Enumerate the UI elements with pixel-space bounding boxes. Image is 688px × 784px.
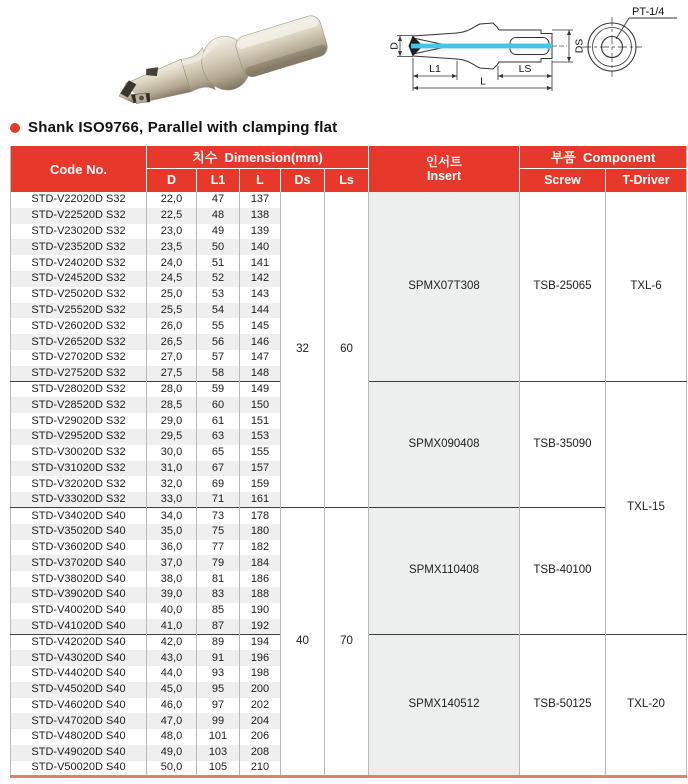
cell-code: STD-V22020D S32: [31, 193, 126, 206]
cell-code: STD-V29020D S32: [31, 414, 126, 427]
cell-code: STD-V28020D S32: [11, 382, 147, 398]
cell-l: 145: [240, 318, 281, 334]
cell-l1: 52: [197, 271, 240, 287]
cell-l1: 101: [197, 729, 240, 745]
cell-screw-merged: TSB-40100: [520, 508, 606, 634]
cell-l: 141: [240, 255, 281, 271]
cell-code: STD-V24020D S32: [31, 256, 126, 269]
cell-code: STD-V39020D S40: [11, 587, 147, 603]
col-header-insert: [369, 146, 520, 192]
cell-code: STD-V41020D S40: [11, 619, 147, 635]
cell-code: STD-V40020D S40: [31, 604, 126, 617]
cell-l: 198: [240, 666, 281, 682]
cell-code: STD-V31020D S32: [11, 461, 147, 477]
cell-l: 143: [240, 287, 281, 303]
cell-d: 38,0: [147, 571, 197, 587]
cell-d: 29,0: [147, 413, 197, 429]
cell-l: 159: [240, 476, 281, 492]
col-header-l: L: [240, 168, 281, 192]
cell-code: STD-V50020D S40: [31, 761, 126, 774]
cell-l: 138: [240, 208, 281, 224]
cell-code: STD-V48020D S40: [31, 730, 126, 743]
cell-l: 206: [240, 729, 281, 745]
cell-l1: 75: [197, 524, 240, 540]
cell-l: 137: [240, 192, 281, 208]
cell-d: 23,5: [147, 239, 197, 255]
cell-d: 32,0: [147, 476, 197, 492]
cell-code: STD-V36020D S40: [31, 540, 126, 553]
cell-l: 194: [240, 634, 281, 650]
cell-ls-merged: 60: [325, 192, 369, 508]
cell-d: 31,0: [147, 461, 197, 477]
cell-code: STD-V22520D S32: [11, 208, 147, 224]
cell-insert-merged: SPMX140512: [369, 634, 520, 776]
cell-code: STD-V43020D S40: [11, 650, 147, 666]
cell-l1: 61: [197, 413, 240, 429]
cell-d: 27,5: [147, 366, 197, 382]
cell-l: 200: [240, 682, 281, 698]
col-header-insert-ko: 인서트: [425, 154, 463, 169]
cell-l: 196: [240, 650, 281, 666]
section-headline: [10, 119, 337, 136]
cell-d: 43,0: [147, 650, 197, 666]
col-header-d: D: [147, 168, 197, 192]
cell-code: STD-V24520D S32: [11, 271, 147, 287]
cell-code: STD-V33020D S32: [11, 492, 147, 508]
cell-l1: 58: [197, 366, 240, 382]
cell-l: 153: [240, 429, 281, 445]
cell-l1: 71: [197, 492, 240, 508]
cell-l1: 97: [197, 698, 240, 714]
cell-code: STD-V35020D S40: [11, 524, 147, 540]
cell-l1: 51: [197, 255, 240, 271]
cell-l: 178: [240, 508, 281, 524]
cell-d: 25,0: [147, 287, 197, 303]
cell-l: 155: [240, 445, 281, 461]
cell-l1: 85: [197, 603, 240, 619]
cell-code: STD-V29520D S32: [11, 429, 147, 445]
cell-l: 150: [240, 397, 281, 413]
cell-ds-merged: 40: [281, 508, 325, 777]
cell-l1: 79: [197, 555, 240, 571]
cell-l1: 73: [197, 508, 240, 524]
cell-l1: 53: [197, 287, 240, 303]
cell-d: 23,0: [147, 224, 197, 240]
cell-code: STD-V34020D S40: [11, 508, 147, 524]
cell-d: 45,0: [147, 682, 197, 698]
cell-d: 50,0: [147, 761, 197, 777]
cell-l: 146: [240, 334, 281, 350]
dim-label-d: D: [388, 42, 401, 50]
page-title: Shank ISO9766, Parallel with clamping flat: [28, 119, 338, 136]
cell-l: 182: [240, 540, 281, 556]
cell-l: 210: [240, 761, 281, 777]
dim-label-l: L: [480, 75, 486, 88]
col-header-screw: Screw: [520, 168, 606, 192]
product-photo: [103, 0, 343, 118]
cell-d: 44,0: [147, 666, 197, 682]
cell-code: STD-V28520D S32: [11, 397, 147, 413]
col-header-insert-en: Insert: [426, 169, 462, 183]
cell-l1: 69: [197, 476, 240, 492]
cell-d: 48,0: [147, 729, 197, 745]
coolant-channel-line: [411, 44, 552, 49]
table-row: [11, 192, 687, 208]
cell-code: STD-V44020D S40: [31, 667, 126, 680]
cell-d: 30,0: [147, 445, 197, 461]
cell-l1: 81: [197, 571, 240, 587]
cell-l: 161: [240, 492, 281, 508]
cell-code: STD-V30020D S32: [31, 446, 126, 459]
cell-d: 36,0: [147, 540, 197, 556]
cell-l1: 65: [197, 445, 240, 461]
cell-l1: 91: [197, 650, 240, 666]
cell-code: STD-V37020D S40: [11, 555, 147, 571]
cell-code: STD-V32020D S32: [31, 477, 126, 490]
cell-screw-merged: TSB-25065: [520, 192, 606, 382]
cell-code: STD-V26520D S32: [11, 334, 147, 350]
cell-tdriver-merged: TXL-6: [606, 192, 687, 382]
cell-tdriver-merged: TXL-15: [606, 382, 687, 635]
cell-l: 180: [240, 524, 281, 540]
cell-d: 33,0: [147, 492, 197, 508]
cell-code: STD-V47020D S40: [11, 713, 147, 729]
cell-l: 149: [240, 382, 281, 398]
cell-l1: 55: [197, 318, 240, 334]
cell-l: 188: [240, 587, 281, 603]
cell-code: STD-V25020D S32: [31, 288, 126, 301]
cell-l1: 77: [197, 540, 240, 556]
cell-d: 49,0: [147, 745, 197, 761]
cell-d: 41,0: [147, 619, 197, 635]
cell-l: 140: [240, 239, 281, 255]
cell-d: 35,0: [147, 524, 197, 540]
dim-label-l1: L1: [429, 63, 441, 75]
col-header-l1: L1: [197, 168, 240, 192]
cell-l1: 54: [197, 303, 240, 319]
cell-ds-merged: 32: [281, 192, 325, 508]
spec-table-body: [11, 192, 687, 776]
cell-l1: 50: [197, 239, 240, 255]
red-bullet-icon: [10, 123, 20, 133]
cell-d: 24,5: [147, 271, 197, 287]
cell-l: 144: [240, 303, 281, 319]
cell-code: STD-V26020D S32: [31, 319, 126, 332]
col-group-dimension: 치수 Dimension(mm): [147, 146, 369, 168]
cell-d: 34,0: [147, 508, 197, 524]
cell-d: 28,0: [147, 382, 197, 398]
cell-l: 204: [240, 713, 281, 729]
cell-l: 186: [240, 571, 281, 587]
cell-l: 142: [240, 271, 281, 287]
cell-l1: 47: [197, 192, 240, 208]
cell-d: 22,5: [147, 208, 197, 224]
cell-l1: 48: [197, 208, 240, 224]
cell-code: STD-V46020D S40: [31, 698, 126, 711]
cell-l: 139: [240, 224, 281, 240]
cell-code: STD-V27020D S32: [31, 351, 126, 364]
cell-d: 42,0: [147, 634, 197, 650]
thread-label-pt: PT-1/4: [632, 6, 665, 18]
cell-insert-merged: SPMX110408: [369, 508, 520, 634]
cell-code: STD-V23020D S32: [31, 224, 126, 237]
cell-l: 151: [240, 413, 281, 429]
cell-ls-merged: 70: [325, 508, 369, 777]
cell-l1: 93: [197, 666, 240, 682]
cell-l1: 103: [197, 745, 240, 761]
cell-code: STD-V49020D S40: [11, 745, 147, 761]
cell-d: 24,0: [147, 255, 197, 271]
col-group-component: 부품 Component: [520, 146, 687, 168]
cell-l: 148: [240, 366, 281, 382]
cell-d: 22,0: [147, 192, 197, 208]
cell-l1: 83: [197, 587, 240, 603]
cell-insert-merged: SPMX090408: [369, 382, 520, 508]
cell-l1: 56: [197, 334, 240, 350]
cell-l: 184: [240, 555, 281, 571]
cell-code: STD-V25520D S32: [11, 303, 147, 319]
cell-l1: 57: [197, 350, 240, 366]
cell-l: 190: [240, 603, 281, 619]
cell-l1: 87: [197, 619, 240, 635]
cell-l1: 49: [197, 224, 240, 240]
col-header-ls: Ls: [325, 168, 369, 192]
cell-d: 26,5: [147, 334, 197, 350]
cell-screw-merged: TSB-35090: [520, 382, 606, 508]
cell-insert-merged: SPMX07T308: [369, 192, 520, 382]
col-header-code: Code No.: [11, 146, 147, 192]
table-row: [11, 508, 687, 524]
cell-l1: 60: [197, 397, 240, 413]
col-header-ds: Ds: [281, 168, 325, 192]
cell-l: 208: [240, 745, 281, 761]
cell-code: STD-V38020D S40: [31, 572, 126, 585]
dim-label-ls: LS: [518, 63, 532, 75]
cell-l1: 59: [197, 382, 240, 398]
cell-l1: 95: [197, 682, 240, 698]
cell-l1: 105: [197, 761, 240, 777]
cell-d: 27,0: [147, 350, 197, 366]
cell-d: 39,0: [147, 587, 197, 603]
cell-d: 25,5: [147, 303, 197, 319]
col-header-tdriver: T-Driver: [606, 168, 687, 192]
dimension-diagram: [383, 0, 688, 112]
cell-l1: 67: [197, 461, 240, 477]
cell-d: 47,0: [147, 713, 197, 729]
cell-l1: 89: [197, 634, 240, 650]
cell-d: 40,0: [147, 603, 197, 619]
cell-code: STD-V45020D S40: [11, 682, 147, 698]
cell-l1: 63: [197, 429, 240, 445]
cell-code: STD-V23520D S32: [11, 239, 147, 255]
cell-l1: 99: [197, 713, 240, 729]
cell-l: 202: [240, 698, 281, 714]
spec-table: [10, 146, 687, 778]
cell-d: 26,0: [147, 318, 197, 334]
cell-d: 29,5: [147, 429, 197, 445]
cell-d: 37,0: [147, 555, 197, 571]
cell-d: 28,5: [147, 397, 197, 413]
cell-code: STD-V27520D S32: [11, 366, 147, 382]
cell-tdriver-merged: TXL-20: [606, 634, 687, 776]
spec-table-wrap: [10, 146, 687, 778]
cell-l: 147: [240, 350, 281, 366]
cell-code: STD-V42020D S40: [11, 634, 147, 650]
cell-l: 192: [240, 619, 281, 635]
cell-d: 46,0: [147, 698, 197, 714]
cell-screw-merged: TSB-50125: [520, 634, 606, 776]
dim-label-ds: DS: [573, 38, 586, 54]
cell-l: 157: [240, 461, 281, 477]
